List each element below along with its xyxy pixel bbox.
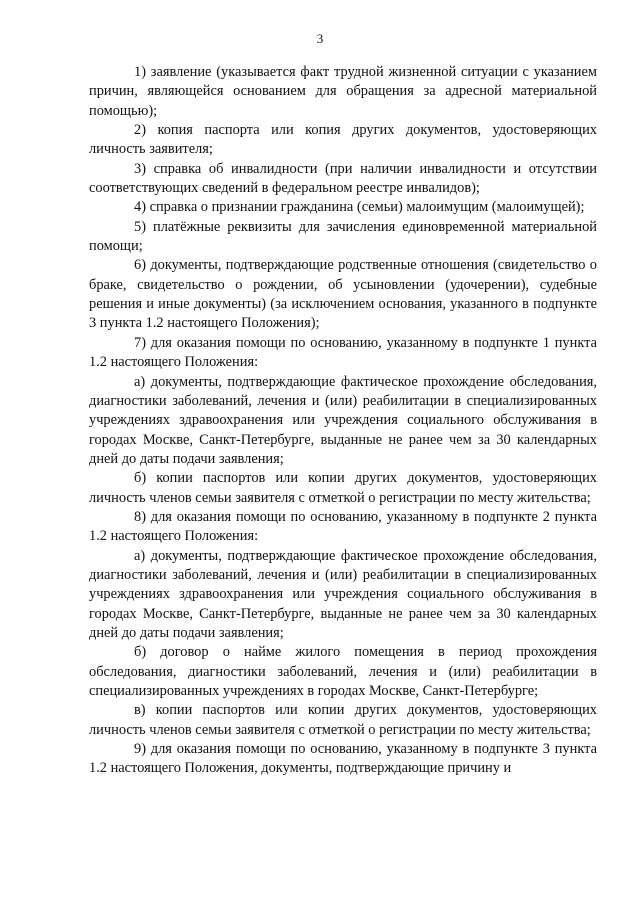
list-item-basis-1: 7) для оказания помощи по основанию, указанному в подпункте 1 пункта 1.2 настоящего Положения: <box>89 334 597 371</box>
list-item-basis-3: 9) для оказания помощи по основанию, указанному в подпункте 3 пункта 1.2 настоящего Положения, документы, подтверждающие причину и <box>89 741 597 777</box>
list-item-kinship-documents: 6) документы, подтверждающие родственные отношения (свидетельство о браке, свидетельство о рождении, об усыновлении (удочерении), судебные решения и иные документы) (за исключением основания, указанного в подпункте 3 пункта 1.2 настоящего Положения); <box>89 257 597 332</box>
sub-item-basis-2-c: в) копии паспортов или копии других документов, удостоверяющих личность членов семьи заявителя с отметкой о регистрации по месту жительства; <box>89 702 597 738</box>
list-item-application: 1) заявление (указывается факт трудной жизненной ситуации с указанием причин, являющейся основанием для обращения за адресной материальной помощью); <box>89 64 597 119</box>
sub-item-basis-2-b: б) договор о найме жилого помещения в период прохождения обследования, диагностики заболеваний, лечения и (или) реабилитации в специализированных учреждениях в городах Москве, Санкт-Петербурге; <box>89 644 597 699</box>
list-item-disability-certificate: 3) справка об инвалидности (при наличии инвалидности и отсутствии соответствующих сведений в федеральном реестре инвалидов); <box>89 160 597 197</box>
page-number: 3 <box>316 31 324 46</box>
list-item-passport-copy: 2) копия паспорта или копия других документов, удостоверяющих личность заявителя; <box>89 122 597 158</box>
list-item-payment-details: 5) платёжные реквизиты для зачисления единовременной материальной помощи; <box>89 218 597 255</box>
sub-item-basis-2-a: а) документы, подтверждающие фактическое прохождение обследования, диагностики заболеваний, лечения и (или) реабилитации в специализированных учреждениях здравоохранения или учреждения социального обслуживания в городах Москве, Санкт-Петербурге, выданные не ранее чем за 30 календарных дней до даты подачи заявления; <box>89 547 597 641</box>
list-item-basis-2: 8) для оказания помощи по основанию, указанному в подпункте 2 пункта 1.2 настоящего Положения: <box>89 508 597 545</box>
sub-item-basis-1-b: б) копии паспортов или копии других документов, удостоверяющих личность членов семьи заявителя с отметкой о регистрации по месту жительства; <box>89 470 597 506</box>
sub-item-basis-1-a: а) документы, подтверждающие фактическое прохождение обследования, диагностики заболеваний, лечения и (или) реабилитации в специализированных учреждениях здравоохранения или учреждения социального обслуживания в городах Москве, Санкт-Петербурге, выданные не ранее чем за 30 календарных дней до даты подачи заявления; <box>89 373 597 467</box>
document-body <box>89 63 597 779</box>
list-item-low-income-certificate: 4) справка о признании гражданина (семьи) малоимущим (малоимущей); <box>134 199 585 216</box>
